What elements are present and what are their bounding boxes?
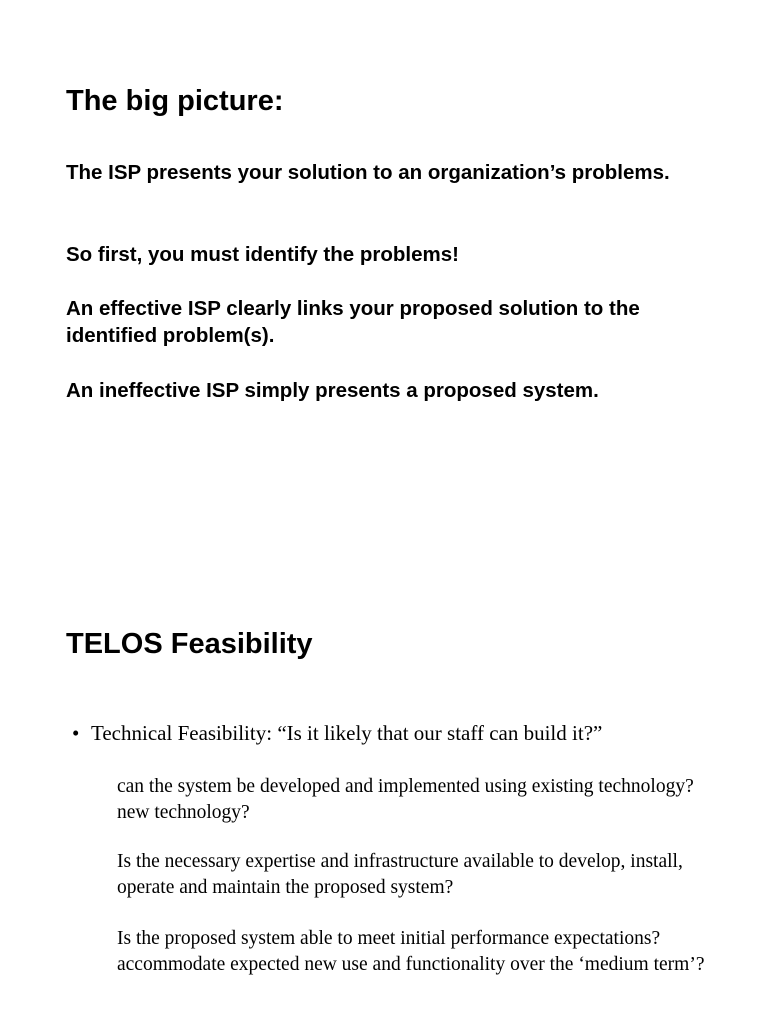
paragraph-identify-problems: So first, you must identify the problems! xyxy=(66,243,459,266)
paragraph-effective-isp: An effective ISP clearly links your proposed solution to the identified problem(s). xyxy=(66,297,640,347)
bullet-text: Technical Feasibility: “Is it likely that our staff can build it?” xyxy=(91,721,603,745)
detail-existing-technology: can the system be developed and implemented using existing technology? new technology? xyxy=(117,776,694,823)
paragraph-isp-presents: The ISP presents your solution to an organization’s problems. xyxy=(66,161,670,184)
paragraph-ineffective-isp: An ineffective ISP simply presents a proposed system. xyxy=(66,379,599,402)
bullet-technical-feasibility xyxy=(72,719,732,747)
detail-performance-expectations: Is the proposed system able to meet initial performance expectations? accommodate expected new use and functionality over the ‘medium term’? xyxy=(117,928,705,975)
detail-expertise-infrastructure: Is the necessary expertise and infrastructure available to develop, install, operate and maintain the proposed system? xyxy=(117,851,683,898)
bullet-marker: • xyxy=(72,721,80,745)
section-heading-telos: TELOS Feasibility xyxy=(66,628,313,660)
section-heading-big-picture: The big picture: xyxy=(66,85,284,117)
